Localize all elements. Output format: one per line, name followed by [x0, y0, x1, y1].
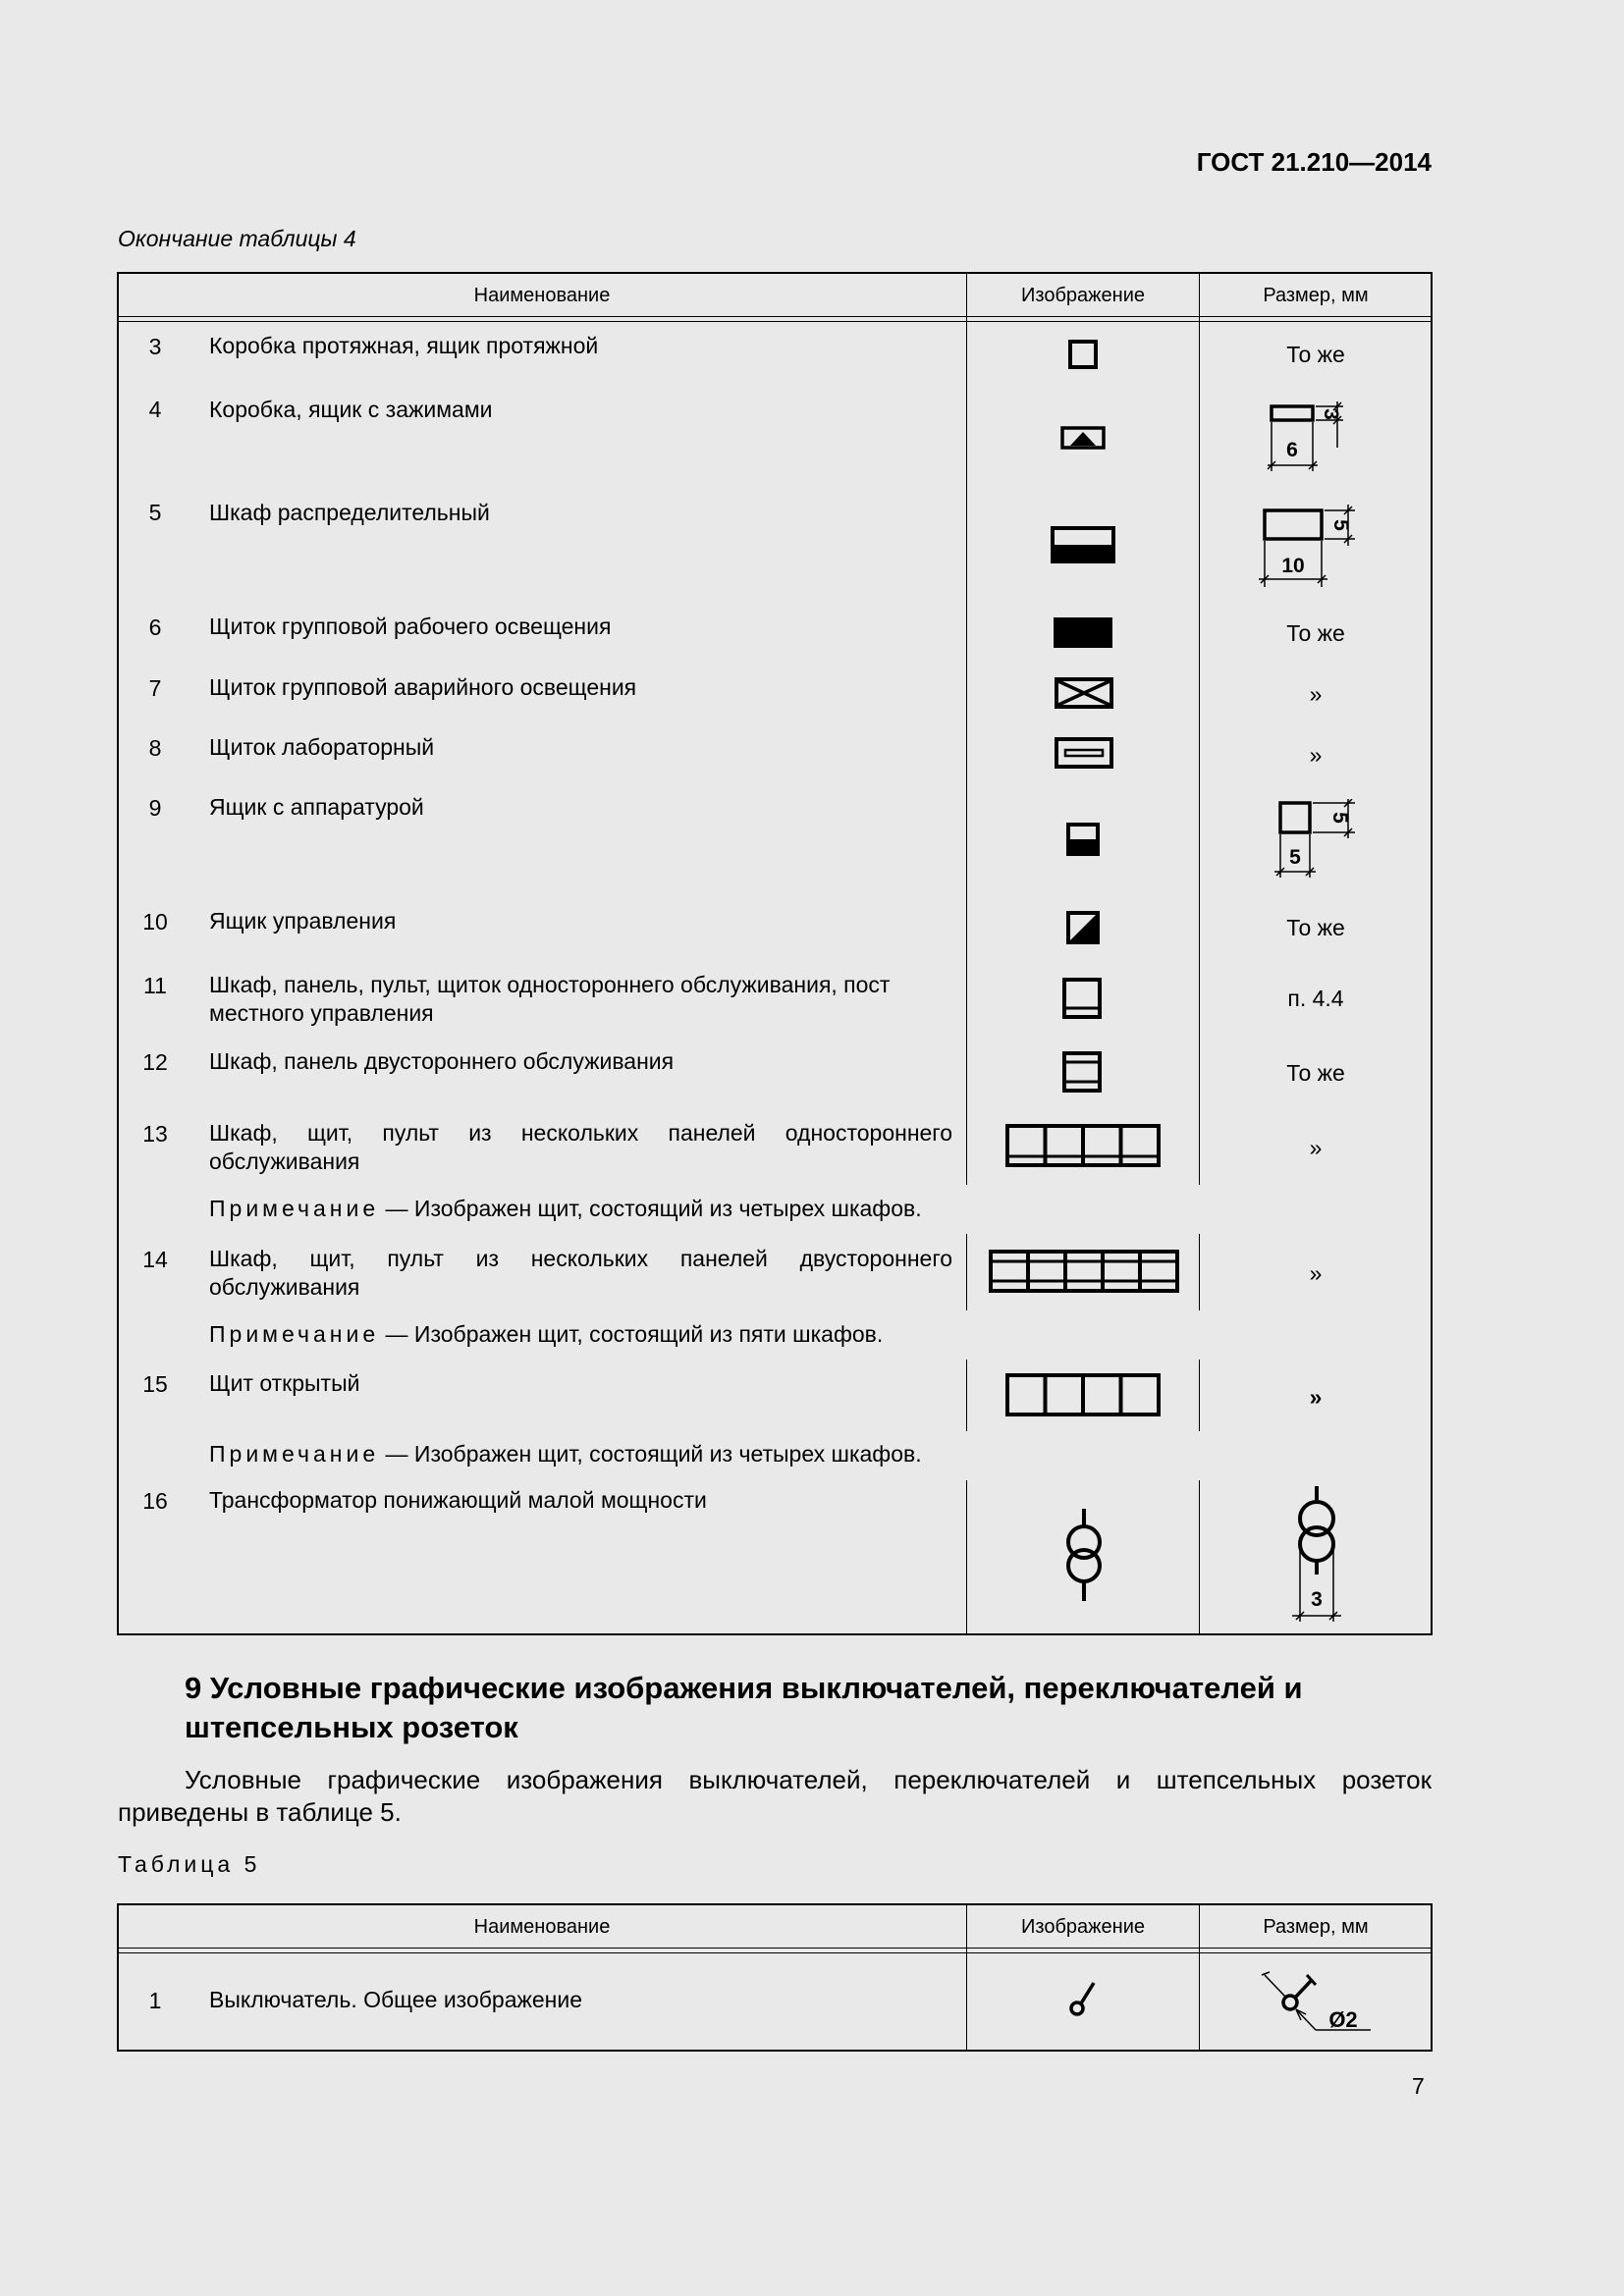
row-number: 11	[143, 973, 167, 998]
dimension-height: 5	[1329, 519, 1352, 531]
row-name: Выключатель. Общее изображение	[209, 1987, 583, 2012]
row-name: Щиток лабораторный	[209, 734, 435, 760]
double-sided-cabinet-symbol	[1062, 1051, 1102, 1093]
table-5-caption: Таблица 5	[118, 1851, 261, 1877]
row-size: То же	[1286, 915, 1345, 940]
dimension-width: 10	[1281, 555, 1305, 577]
row-number: 13	[142, 1121, 168, 1147]
note-label: Примечание	[209, 1321, 380, 1347]
pull-box-symbol	[1067, 339, 1099, 370]
section-9-paragraph: Условные графические изображения выключателей, переключателей и штепсельных розеток приведены в таблице 5.	[118, 1765, 1432, 1827]
row-size: То же	[1286, 1060, 1345, 1086]
row-number: 8	[148, 735, 162, 761]
row-number: 3	[148, 334, 162, 359]
row-name: Ящик управления	[209, 908, 397, 934]
row-number: 10	[142, 909, 168, 934]
lighting-panel-symbol	[1053, 616, 1113, 649]
note-text: Изображен щит, состоящий из пяти шкафов.	[413, 1321, 884, 1347]
note-row-14	[209, 1321, 883, 1348]
dimension-width: 5	[1289, 846, 1301, 869]
row-name: Щиток групповой аварийного освещения	[209, 674, 637, 700]
table-4-header-name: Наименование	[473, 285, 611, 306]
dimension-width: 6	[1286, 439, 1298, 461]
row-number: 15	[142, 1371, 168, 1397]
transformer-dimension-drawing	[1290, 1486, 1343, 1624]
open-switchboard-symbol	[1005, 1373, 1161, 1416]
row-size: »	[1309, 742, 1323, 768]
table-5-header-size: Размер, мм	[1263, 1916, 1369, 1938]
page-number: 7	[1412, 2073, 1425, 2099]
row-number: 16	[142, 1488, 168, 1514]
switch-symbol	[1068, 1978, 1100, 2017]
row-name: Ящик с аппаратурой	[209, 794, 424, 820]
note-text: Изображен щит, состоящий из четырех шкафов.	[413, 1196, 922, 1221]
single-sided-cabinet-symbol	[1062, 978, 1102, 1019]
row-size: »	[1309, 1135, 1323, 1160]
note-row-15	[209, 1441, 922, 1468]
table-5-header-name: Наименование	[473, 1916, 611, 1938]
row-size: »	[1309, 1260, 1323, 1286]
note-dash: —	[385, 1196, 408, 1221]
row-number: 12	[142, 1049, 168, 1075]
double-sided-multi-panel-symbol	[989, 1250, 1179, 1293]
row-number: 7	[148, 675, 162, 701]
row-name: Щиток групповой рабочего освещения	[209, 614, 612, 639]
row-number: 6	[148, 614, 162, 640]
row-name: Шкаф, щит, пульт из нескольких панелей двустороннего обслуживания	[209, 1246, 952, 1300]
note-dash: —	[385, 1321, 408, 1347]
note-text: Изображен щит, состоящий из четырех шкафов.	[413, 1441, 922, 1467]
row-name: Коробка протяжная, ящик протяжной	[209, 333, 599, 358]
row-number: 9	[148, 795, 162, 821]
document-id: ГОСТ 21.210—2014	[1196, 147, 1432, 177]
distribution-cabinet-dimension-drawing	[1257, 503, 1375, 589]
row-number: 14	[142, 1247, 168, 1272]
table-5-header-image: Изображение	[1021, 1916, 1145, 1938]
emergency-lighting-panel-symbol	[1055, 677, 1113, 709]
row-name: Шкаф распределительный	[209, 500, 490, 525]
row-name: Коробка, ящик с зажимами	[209, 397, 493, 422]
row-name: Трансформатор понижающий малой мощности	[209, 1487, 707, 1513]
section-9-title: 9 Условные графические изображения выключателей, переключателей и штепсельных розеток	[185, 1671, 1303, 1744]
dimension-height: 5	[1328, 812, 1351, 824]
row-size: То же	[1286, 620, 1345, 646]
single-sided-multi-panel-symbol	[1005, 1124, 1161, 1167]
row-size: »	[1309, 1384, 1323, 1410]
row-size: п. 4.4	[1287, 986, 1344, 1011]
distribution-cabinet-symbol	[1051, 526, 1115, 563]
note-row-13	[209, 1196, 922, 1222]
row-size: То же	[1286, 342, 1345, 367]
note-label: Примечание	[209, 1441, 380, 1467]
row-number: 4	[148, 397, 162, 422]
terminal-box-dimension-drawing	[1267, 400, 1365, 473]
row-size: »	[1309, 681, 1323, 707]
row-name: Щит открытый	[209, 1370, 360, 1396]
transformer-symbol	[1064, 1508, 1104, 1602]
switch-dimension-drawing	[1261, 1967, 1377, 2038]
table-4-header-image: Изображение	[1021, 285, 1145, 306]
equipment-box-dimension-drawing	[1271, 799, 1359, 880]
table-4-header-size: Размер, мм	[1263, 285, 1369, 306]
equipment-box-symbol	[1066, 823, 1100, 856]
dimension-diameter: 3	[1311, 1588, 1323, 1611]
note-dash: —	[385, 1441, 408, 1467]
row-name: Шкаф, панель двустороннего обслуживания	[209, 1048, 675, 1074]
laboratory-panel-symbol	[1055, 737, 1113, 769]
row-name: Шкаф, панель, пульт, щиток одностороннего обслуживания, пост местного управления	[209, 972, 891, 1026]
terminal-box-symbol	[1060, 426, 1106, 450]
row-name: Шкаф, щит, пульт из нескольких панелей одностороннего обслуживания	[209, 1120, 952, 1174]
control-box-symbol	[1066, 911, 1100, 944]
dimension-diameter: Ø2	[1328, 2007, 1358, 2032]
dimension-height: 3	[1320, 408, 1342, 420]
row-number: 5	[148, 500, 162, 525]
note-label: Примечание	[209, 1196, 380, 1221]
table-4-continuation-caption: Окончание таблицы 4	[118, 226, 356, 251]
row-number: 1	[148, 1988, 162, 2013]
